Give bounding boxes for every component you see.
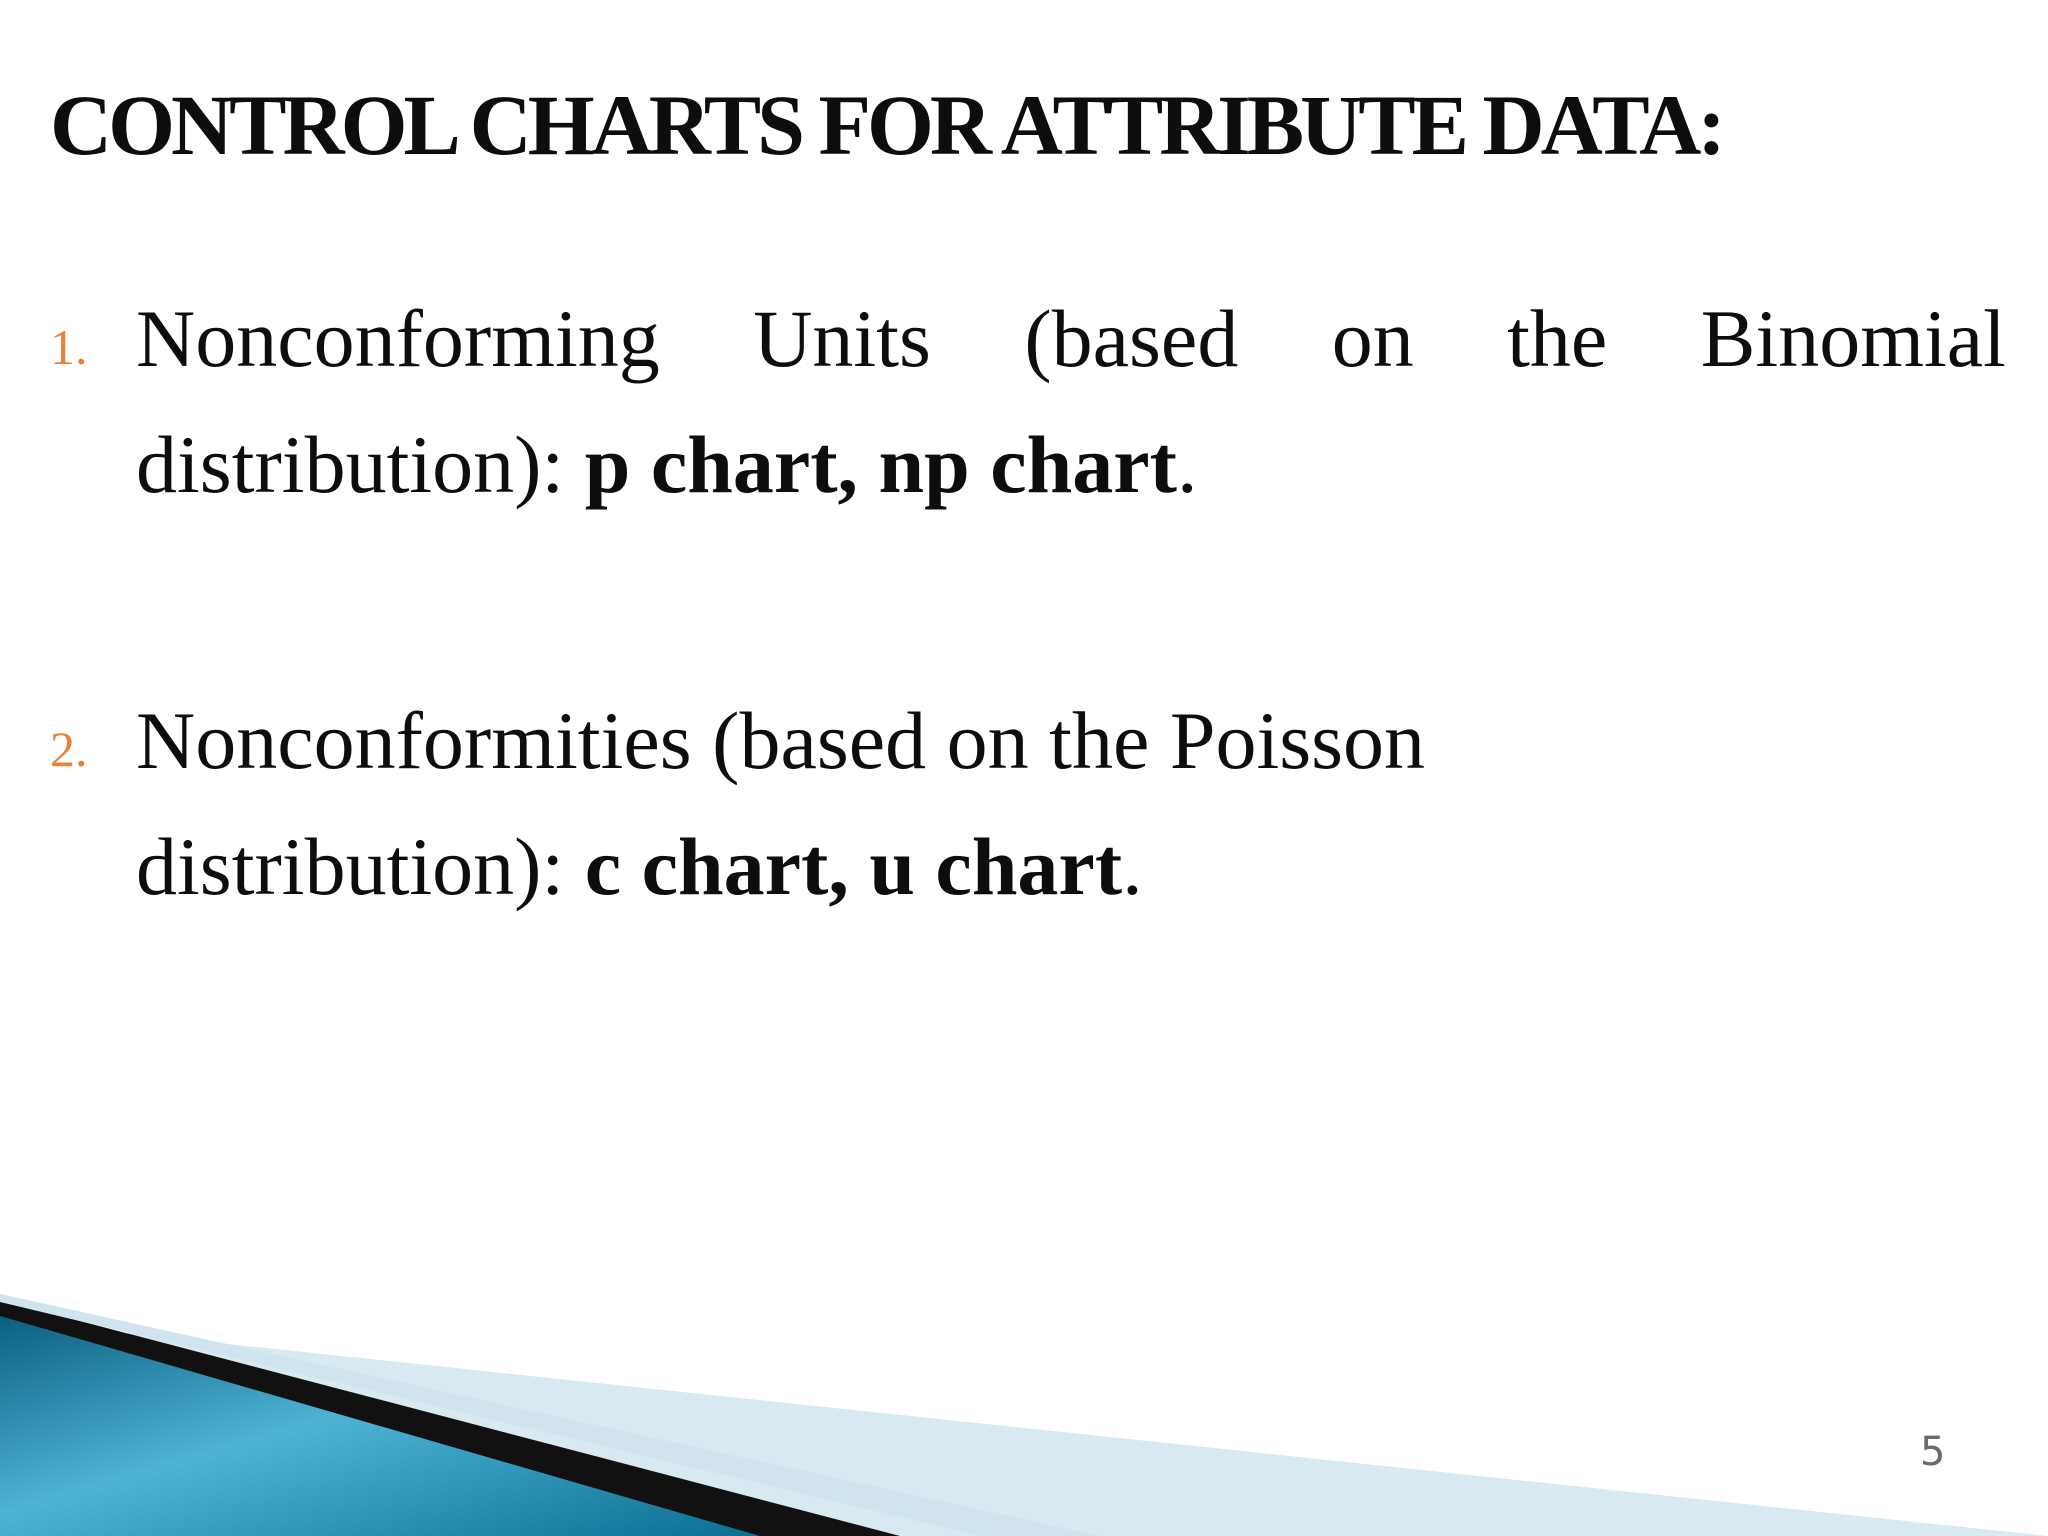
list-number-1: 1. <box>50 319 88 375</box>
word: Nonconforming <box>136 293 660 384</box>
decorative-swoosh <box>0 1280 2048 1536</box>
item-2-line-2 <box>136 818 1143 916</box>
item-1-line-2 <box>136 416 1197 514</box>
word: Units <box>753 293 931 384</box>
distribution-label: distribution): <box>136 419 585 510</box>
word: (based <box>1024 293 1239 384</box>
period: . <box>1176 419 1198 510</box>
item-2-line-1: Nonconformities (based on the Poisson <box>136 695 1426 786</box>
page-number: 5 <box>1920 1429 1946 1475</box>
slide-title: CONTROL CHARTS FOR ATTRIBUTE DATA: <box>50 77 1723 173</box>
chart-types-bold: c chart, u chart <box>584 821 1123 912</box>
word: the <box>1507 293 1608 384</box>
word: on <box>1331 293 1414 384</box>
word: Binomial <box>1700 293 2006 384</box>
chart-types-bold: p chart, np chart <box>584 419 1177 510</box>
item-1-line-1 <box>136 290 2006 388</box>
list-number-2: 2. <box>50 721 88 777</box>
distribution-label: distribution): <box>136 821 585 912</box>
period: . <box>1122 821 1143 912</box>
